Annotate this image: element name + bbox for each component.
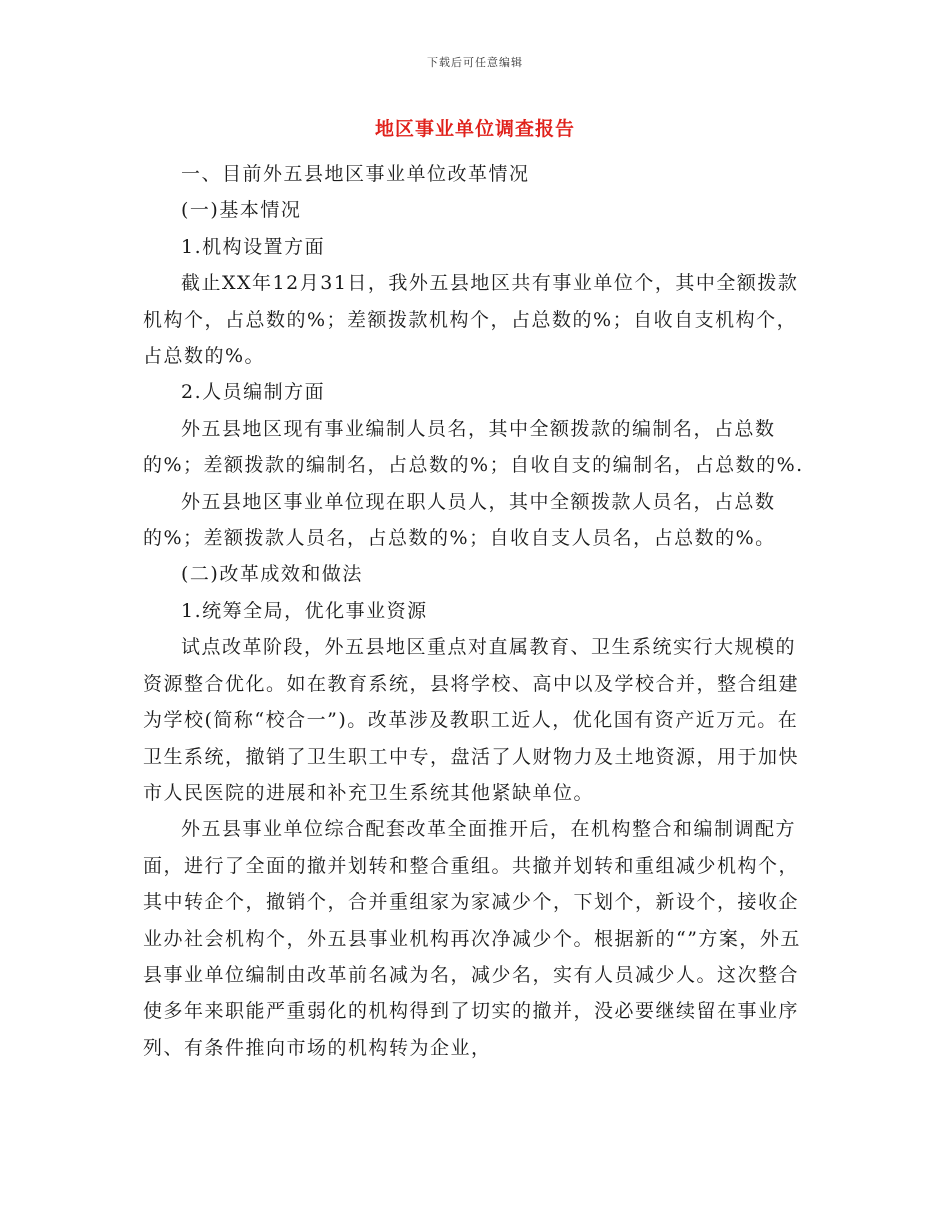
header-note: 下载后可任意编辑: [427, 56, 523, 69]
paragraph-comprehensive-reform: 外五县事业单位综合配套改革全面推开后，在机构整合和编制调配方面，进行了全面的撤并划转和整合重组。共撤并划转和重组减少机构个，其中转企个，撤销个，合并重组家为家减少个，下划个，新设个，接收企业办社会机构个，外五县事业机构再次净减少个。根据新的“”方案，外五县事业单位编制由改革前名减为名，减少名，实有人员减少人。这次整合使多年来职能严重弱化的机构得到了切实的撤并，没必要继续留在事业序列、有条件推向市场的机构转为企业，: [143, 818, 801, 1059]
paragraph-institutions: 截止XX年12月31日，我外五县地区共有事业单位个，其中全额拨款机构个，占总数的%；差额拨款机构个，占总数的%；自收自支机构个，占总数的%。: [143, 272, 799, 368]
item-heading-staffing: 2.人员编制方面: [181, 381, 326, 404]
paragraph-staffing: 外五县地区现有事业编制人员名，其中全额拨款的编制名，占总数的%；差额拨款的编制名，占总数的%；自收自支的编制名，占总数的%.: [143, 417, 804, 477]
item-heading-overall: 1.统筹全局，优化事业资源: [181, 599, 428, 622]
subsection-heading-basic: (一)基本情况: [181, 199, 302, 222]
paragraph-current-staff: 外五县地区事业单位现在职人员人，其中全额拨款人员名，占总数的%；差额拨款人员名，占总数的%；自收自支人员名，占总数的%。: [143, 490, 776, 550]
document-body: [143, 156, 807, 1066]
document-title: 地区事业单位调查报告: [374, 118, 575, 140]
paragraph-pilot-reform: 试点改革阶段，外五县地区重点对直属教育、卫生系统实行大规模的资源整合优化。如在教育系统，县将学校、高中以及学校合并，整合组建为学校(简称“校合一”)。改革涉及教职工近人，优化国有资产近万元。在卫生系统，撤销了卫生职工中专，盘活了人财物力及土地资源，用于加快市人民医院的进展和补充卫生系统其他紧缺单位。: [143, 636, 800, 804]
subsection-heading-results: (二)改革成效和做法: [181, 563, 363, 586]
section-heading-1: 一、目前外五县地区事业单位改革情况: [181, 163, 530, 185]
item-heading-institutions: 1.机构设置方面: [181, 235, 326, 258]
